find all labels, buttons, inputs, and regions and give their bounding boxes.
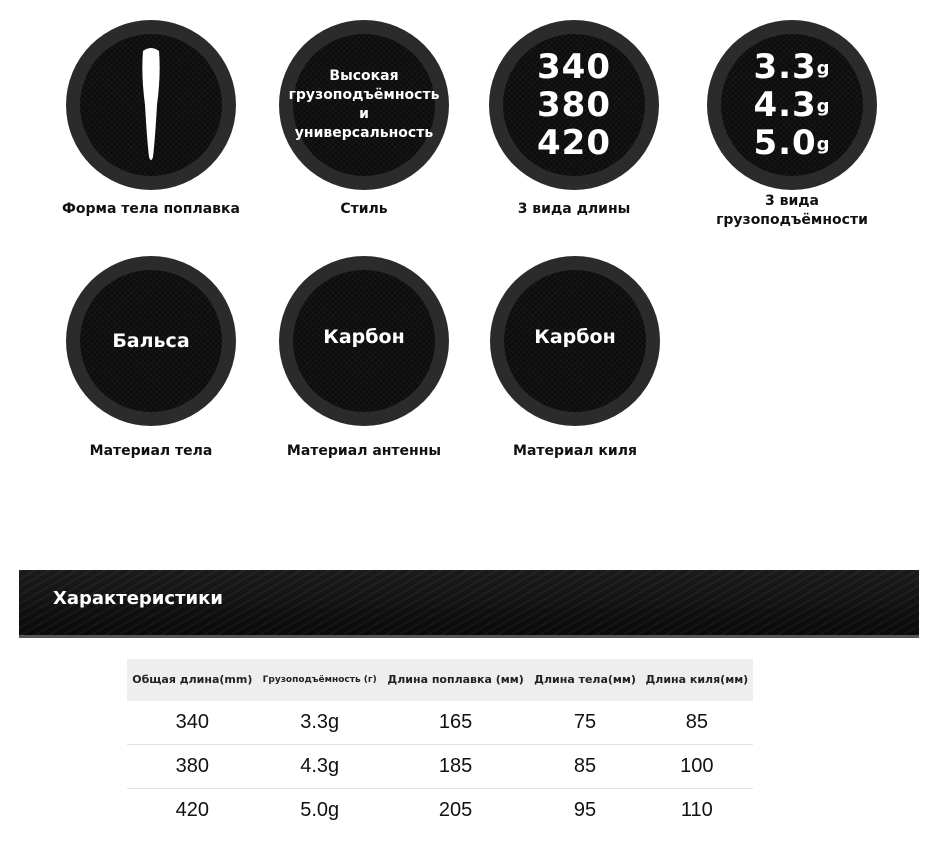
- feature-body-material: [41, 256, 261, 461]
- table-cell: 380: [127, 745, 258, 789]
- feature-disc: [66, 256, 236, 426]
- length-value: 340: [537, 47, 611, 87]
- feature-style: [254, 20, 474, 219]
- table-cell: 4.3g: [258, 745, 382, 789]
- feature-label: 3 вида грузоподъёмности: [716, 193, 868, 228]
- load-value: 4.3$^g$: [753, 85, 831, 125]
- feature-label: 3 вида длины: [517, 201, 631, 217]
- column-header: Грузоподъёмность (г): [258, 659, 382, 701]
- float-silhouette-icon: [131, 45, 171, 165]
- table-cell: 3.3g: [258, 701, 382, 745]
- feature-label: Материал киля: [513, 443, 637, 459]
- feature-disc: [66, 20, 236, 190]
- table-header-row: [127, 659, 753, 701]
- table-row: [127, 701, 753, 745]
- material-text: Карбон: [323, 326, 405, 348]
- load-value: 5.0$^g$: [753, 123, 831, 163]
- feature-lengths: [464, 20, 684, 219]
- table-cell: 185: [382, 745, 530, 789]
- column-header: Длина киля(мм): [641, 659, 753, 701]
- length-value: 420: [537, 123, 611, 163]
- section-banner: [19, 570, 919, 638]
- feature-text-line: универсальность: [294, 125, 434, 141]
- column-header: Длина тела(мм): [529, 659, 640, 701]
- table-cell: 95: [573, 799, 597, 821]
- feature-text-line: грузоподъёмность: [288, 87, 440, 103]
- table-cell: 100: [641, 745, 753, 789]
- feature-loads: [682, 20, 902, 230]
- feature-disc: [707, 20, 877, 190]
- column-header: Общая длина(mm): [127, 659, 258, 701]
- feature-disc: [489, 20, 659, 190]
- length-value: 380: [537, 85, 611, 125]
- column-header: Длина поплавка (мм): [382, 659, 530, 701]
- table-row: [127, 745, 753, 789]
- feature-label: Материал антенны: [286, 443, 442, 459]
- spec-table: [127, 659, 753, 832]
- feature-disc: [279, 256, 449, 426]
- table-row: [127, 789, 753, 833]
- material-text: Бальса: [112, 330, 190, 352]
- table-cell: 340: [127, 701, 258, 745]
- feature-label: Стиль: [340, 201, 388, 217]
- section-title: Характеристики: [53, 588, 223, 609]
- table-cell: 85: [529, 745, 640, 789]
- feature-body-shape: [41, 20, 261, 219]
- table-cell: 110: [680, 799, 713, 821]
- table-cell: 420: [175, 799, 209, 821]
- material-text: Карбон: [534, 326, 616, 348]
- feature-text-line: и: [359, 106, 369, 122]
- feature-disc: [490, 256, 660, 426]
- load-value: 3.3$^g$: [753, 47, 831, 87]
- table-cell: 75: [529, 701, 640, 745]
- feature-text-line: Высокая: [329, 68, 399, 84]
- table-cell: 85: [641, 701, 753, 745]
- feature-label: Форма тела поплавка: [62, 201, 240, 217]
- feature-label: Материал тела: [89, 443, 213, 459]
- feature-keel-material: [465, 256, 685, 461]
- table-cell: 5.0g: [300, 799, 340, 821]
- table-cell: 205: [438, 799, 473, 821]
- table-cell: 165: [382, 701, 530, 745]
- feature-antenna-material: [254, 256, 474, 461]
- feature-disc: [279, 20, 449, 190]
